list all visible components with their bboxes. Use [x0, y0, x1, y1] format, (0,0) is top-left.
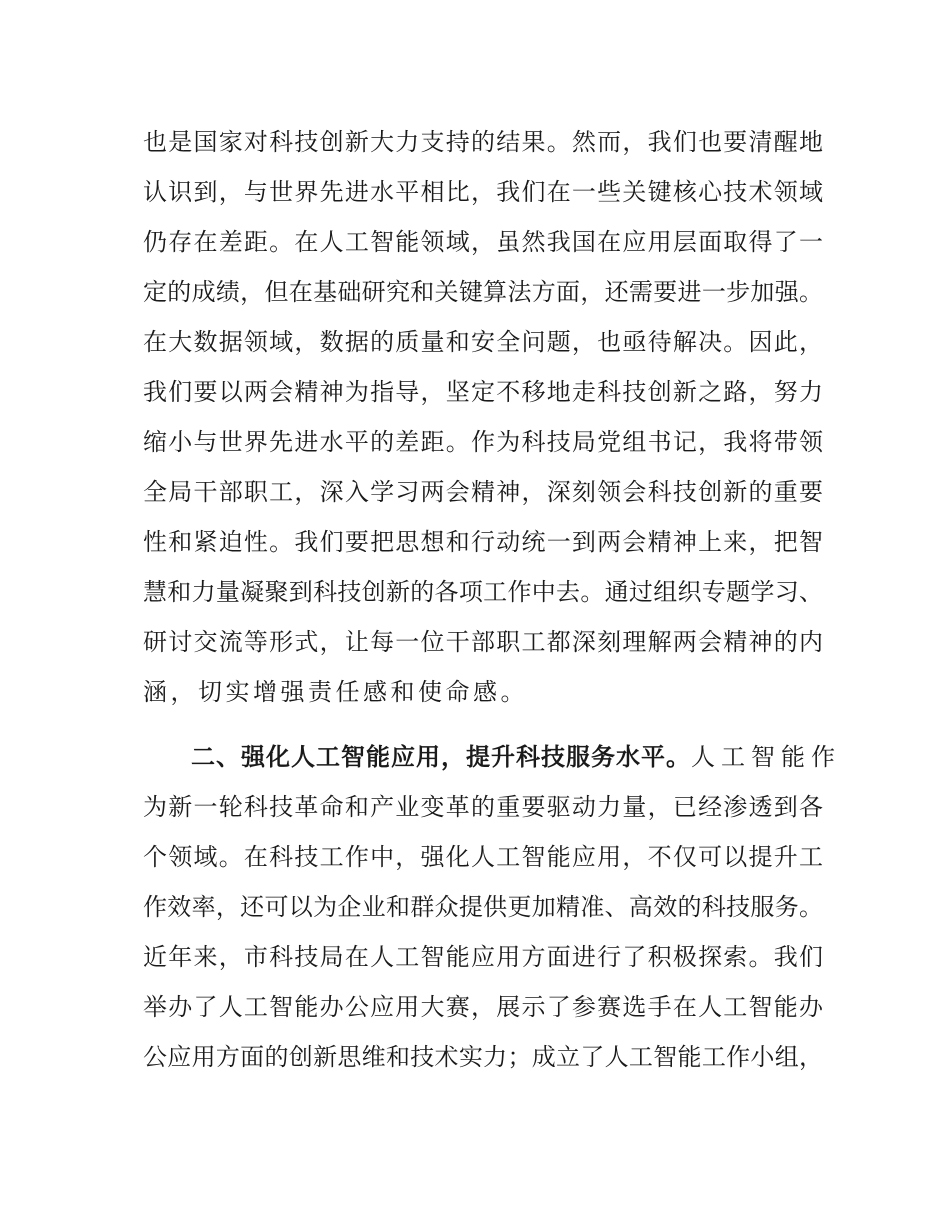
section-first-line-rest: 人工智能作 — [691, 743, 841, 771]
paragraph-line: 研讨交流等形式，让每一位干部职工都深刻理解两会精神的内 — [143, 628, 823, 656]
paragraph-line: 全局干部职工，深入学习两会精神，深刻领会科技创新的重要 — [143, 478, 823, 506]
section-heading: 二、强化人工智能应用，提升科技服务水平。 — [191, 743, 691, 771]
paragraph-line: 公应用方面的创新思维和技术实力；成立了人工智能工作小组， — [143, 1043, 823, 1071]
paragraph-line: 在大数据领域，数据的质量和安全问题，也亟待解决。因此， — [143, 328, 823, 356]
paragraph-line: 举办了人工智能办公应用大赛，展示了参赛选手在人工智能办 — [143, 993, 823, 1021]
paragraph-line: 个领域。在科技工作中，强化人工智能应用，不仅可以提升工 — [143, 843, 823, 871]
paragraph-line: 为新一轮科技革命和产业变革的重要驱动力量，已经渗透到各 — [143, 793, 823, 821]
paragraph-line: 定的成绩，但在基础研究和关键算法方面，还需要进一步加强。 — [143, 278, 823, 306]
paragraph-line: 作效率，还可以为企业和群众提供更加精准、高效的科技服务。 — [143, 893, 823, 921]
section-heading-line — [191, 737, 841, 777]
paragraph-line: 我们要以两会精神为指导，坚定不移地走科技创新之路，努力 — [143, 378, 823, 406]
paragraph-line: 近年来，市科技局在人工智能应用方面进行了积极探索。我们 — [143, 943, 823, 971]
paragraph-last-line: 涵，切实增强责任感和使命感。 — [143, 678, 528, 706]
paragraph-line: 认识到，与世界先进水平相比，我们在一些关键核心技术领域 — [143, 178, 823, 206]
paragraph-line: 也是国家对科技创新大力支持的结果。然而，我们也要清醒地 — [143, 128, 823, 156]
paragraph-line: 仍存在差距。在人工智能领域，虽然我国在应用层面取得了一 — [143, 228, 823, 256]
paragraph-line: 性和紧迫性。我们要把思想和行动统一到两会精神上来，把智 — [143, 528, 823, 556]
paragraph-line: 慧和力量凝聚到科技创新的各项工作中去。通过组织专题学习、 — [143, 578, 823, 606]
paragraph-line: 缩小与世界先进水平的差距。作为科技局党组书记，我将带领 — [143, 428, 823, 456]
